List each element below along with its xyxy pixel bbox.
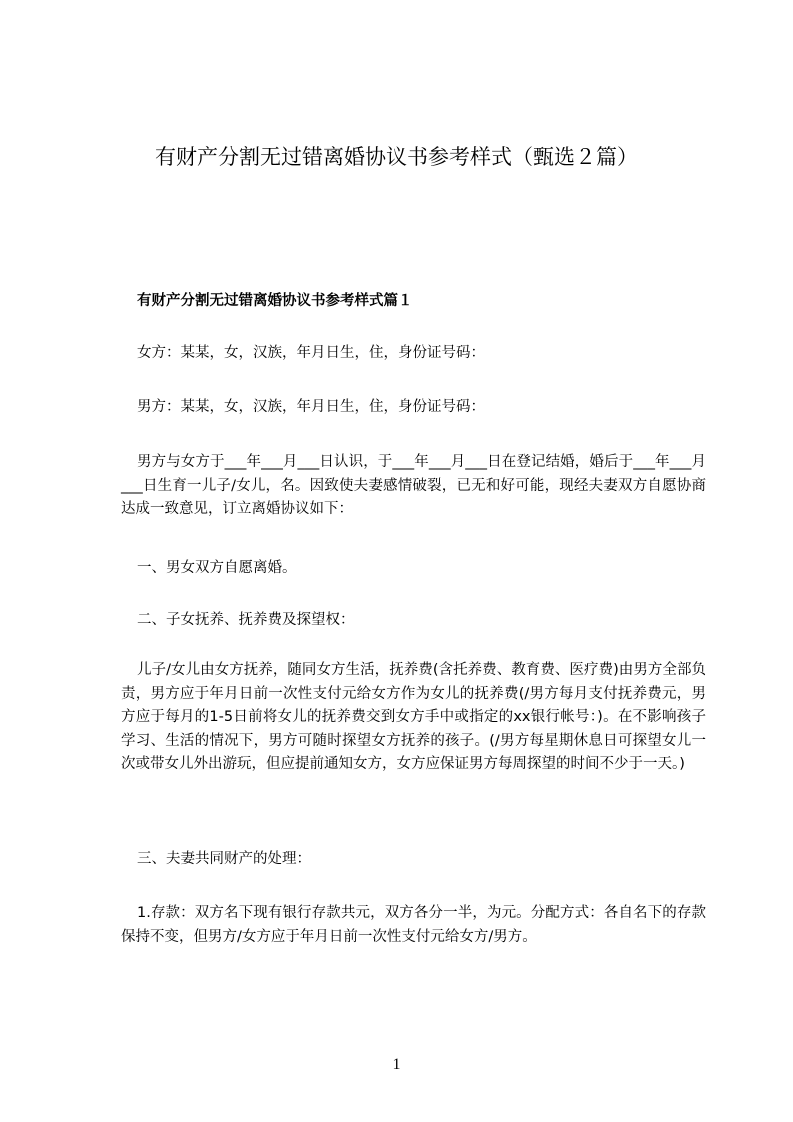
paragraph-intro: 男方与女方于___年___月___日认识，于___年___月___日在登记结婚，婚后于___年___月___日生育一儿子/女儿，名。因致使夫妻感情破裂，已无和好可能，现经夫妻双方自愿协商达成一致意见，订立离婚协议如下： bbox=[121, 454, 706, 517]
paragraph-clause-2: 二、子女抚养、抚养费及探望权： bbox=[137, 612, 355, 628]
section-heading: 有财产分割无过错离婚协议书参考样式篇１ bbox=[137, 293, 413, 309]
paragraph-male-party: 男方：某某，女，汉族，年月日生，住，身份证号码： bbox=[137, 399, 485, 415]
document-title: 有财产分割无过错离婚协议书参考样式（甄选２篇） bbox=[155, 145, 638, 169]
paragraph-clause-1: 一、男女双方自愿离婚。 bbox=[137, 560, 297, 576]
paragraph-clause-3: 三、夫妻共同财产的处理： bbox=[137, 851, 311, 867]
paragraph-female-party: 女方：某某，女，汉族，年月日生，住，身份证号码： bbox=[137, 345, 485, 361]
page-number: 1 bbox=[392, 1056, 401, 1073]
paragraph-savings: 1.存款：双方名下现有银行存款共元，双方各分一半，为元。分配方式：各自名下的存款保持不变，但男方/女方应于年月日前一次性支付元给女方/男方。 bbox=[121, 905, 706, 945]
paragraph-child-support: 儿子/女儿由女方抚养，随同女方生活，抚养费(含托养费、教育费、医疗费)由男方全部负责，男方应于年月日前一次性支付元给女方作为女儿的抚养费(/男方每月支付抚养费元，男方应于每月的1-5日前将女儿的抚养费交到女方手中或指定的xx银行帐号：)。在不影响孩子学习、生活的情况下，男方可随时探望女方抚养的孩子。(/男方每星期休息日可探望女儿一次或带女儿外出游玩，但应提前通知女方，女方应保证男方每周探望的时间不少于一天。) bbox=[121, 662, 706, 772]
